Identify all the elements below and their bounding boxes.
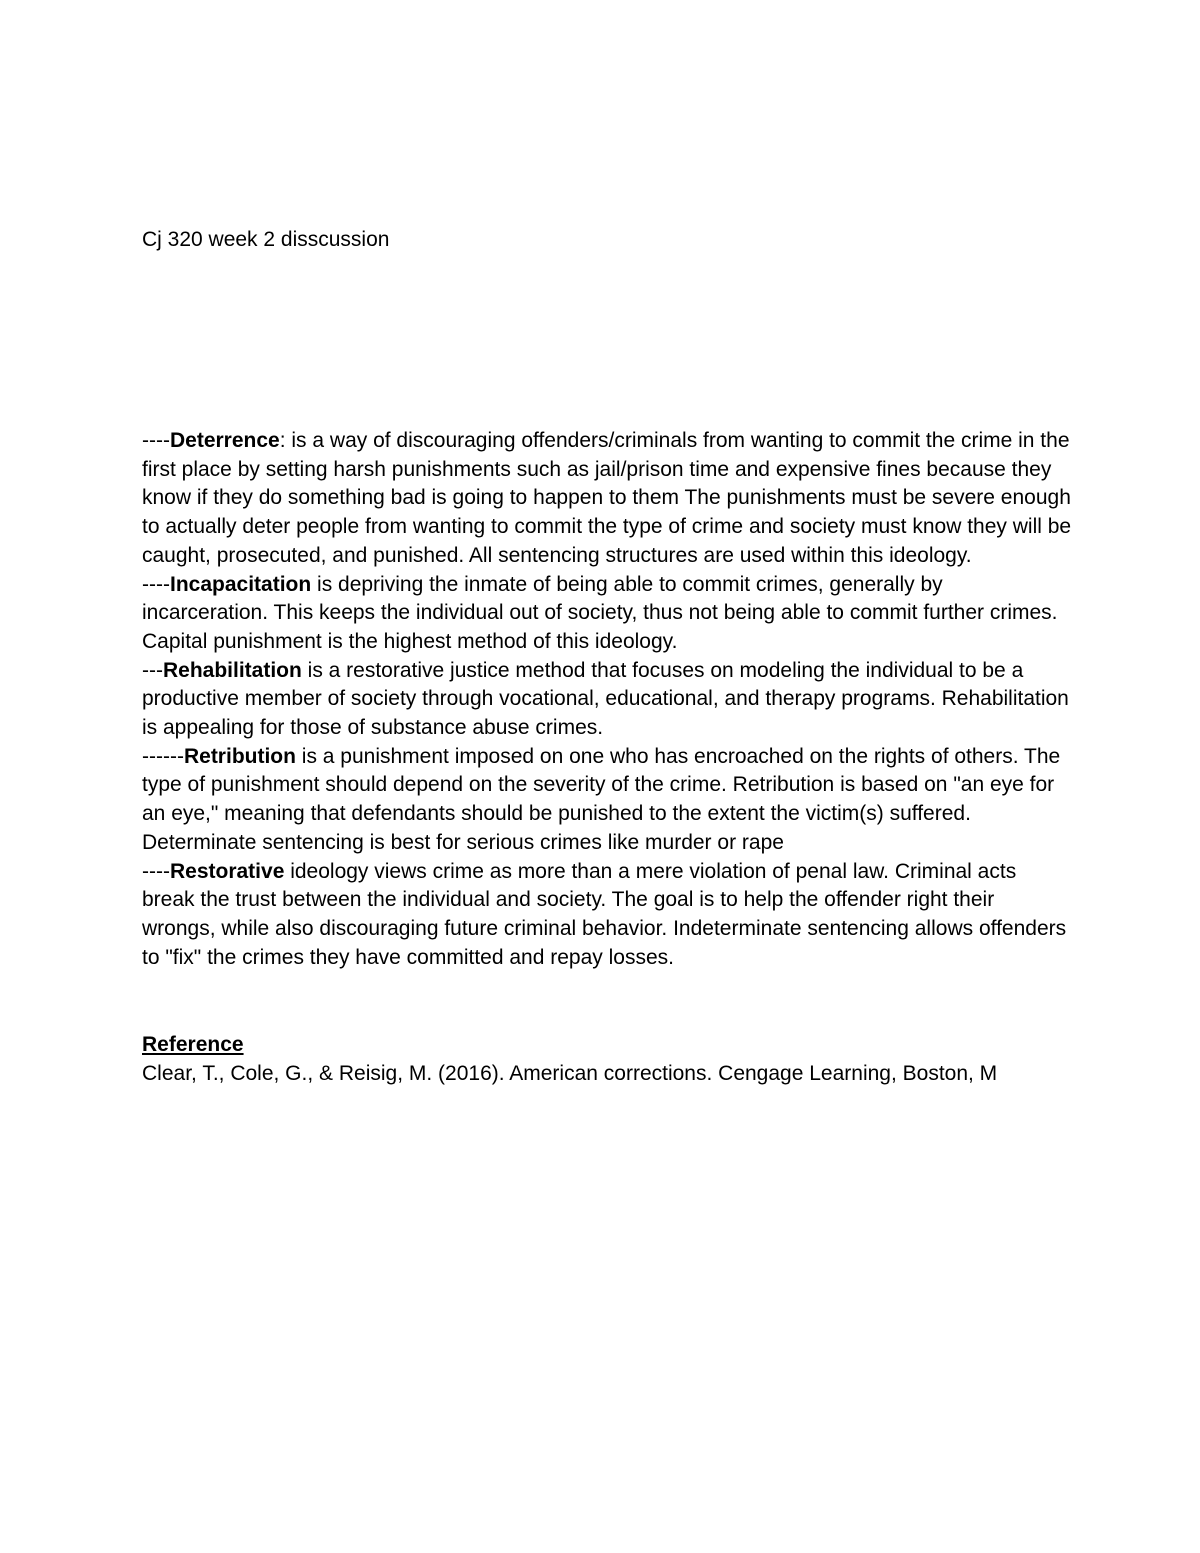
paragraph-rehabilitation	[142, 657, 1072, 743]
paragraph-restorative	[142, 858, 1072, 973]
paragraph-retribution	[142, 743, 1072, 858]
term-deterrence: Deterrence	[169, 429, 280, 452]
paragraph-text: : is a way of discouraging offenders/criminals from wanting to commit the crime in the first place by setting harsh punishments such as jail/prison time and expensive fines because they know if they do something bad is going to happen to them The punishments must be severe enough to actually deter people from wanting to commit the type of crime and society must know they will be caught, prosecuted, and punished. All sentencing structures are used within this ideology.	[142, 429, 1072, 567]
paragraph-incapacitation	[142, 571, 1072, 657]
reference-citation: Clear, T., Cole, G., & Reisig, M. (2016). American corrections. Cengage Learning, Boston, M	[142, 1062, 998, 1085]
document-title: Cj 320 week 2 disscussion	[142, 228, 390, 251]
document-body	[142, 427, 1072, 972]
reference-section	[142, 1030, 1072, 1088]
paragraph-prefix: ----	[142, 572, 170, 596]
term-rehabilitation: Rehabilitation	[162, 658, 302, 682]
paragraph-prefix: ------	[142, 744, 184, 768]
paragraph-prefix: ----	[142, 429, 170, 452]
paragraph-prefix: ----	[142, 859, 170, 883]
term-restorative: Restorative	[169, 859, 285, 883]
paragraph-text: is depriving the inmate of being able to commit crimes, generally by incarceration. This keeps the individual out of society, thus not being able to commit further crimes. Capital punishment is the highest method of this ideology.	[142, 572, 1058, 653]
term-retribution: Retribution	[183, 744, 296, 768]
paragraph-prefix: ---	[142, 658, 163, 682]
paragraph-text: is a punishment imposed on one who has encroached on the rights of others. The type of punishment should depend on the severity of the crime. Retribution is based on "an eye for an eye," meaning that defendants should be punished to the extent the victim(s) suffered. Determinate sentencing is best for serious crimes like murder or rape	[142, 744, 1061, 854]
paragraph-text: is a restorative justice method that focuses on modeling the individual to be a productive member of society through vocational, educational, and therapy programs. Rehabilitation is appealing for those of substance abuse crimes.	[142, 658, 1069, 740]
paragraph-text: ideology views crime as more than a mere violation of penal law. Criminal acts break the trust between the individual and society. The goal is to help the offender right their wrongs, while also discouraging future criminal behavior. Indeterminate sentencing allows offenders to "fix" the crimes they have committed and repay losses.	[142, 859, 1067, 969]
term-incapacitation: Incapacitation	[169, 572, 312, 596]
reference-heading: Reference	[142, 1033, 244, 1056]
paragraph-deterrence	[142, 427, 1072, 571]
